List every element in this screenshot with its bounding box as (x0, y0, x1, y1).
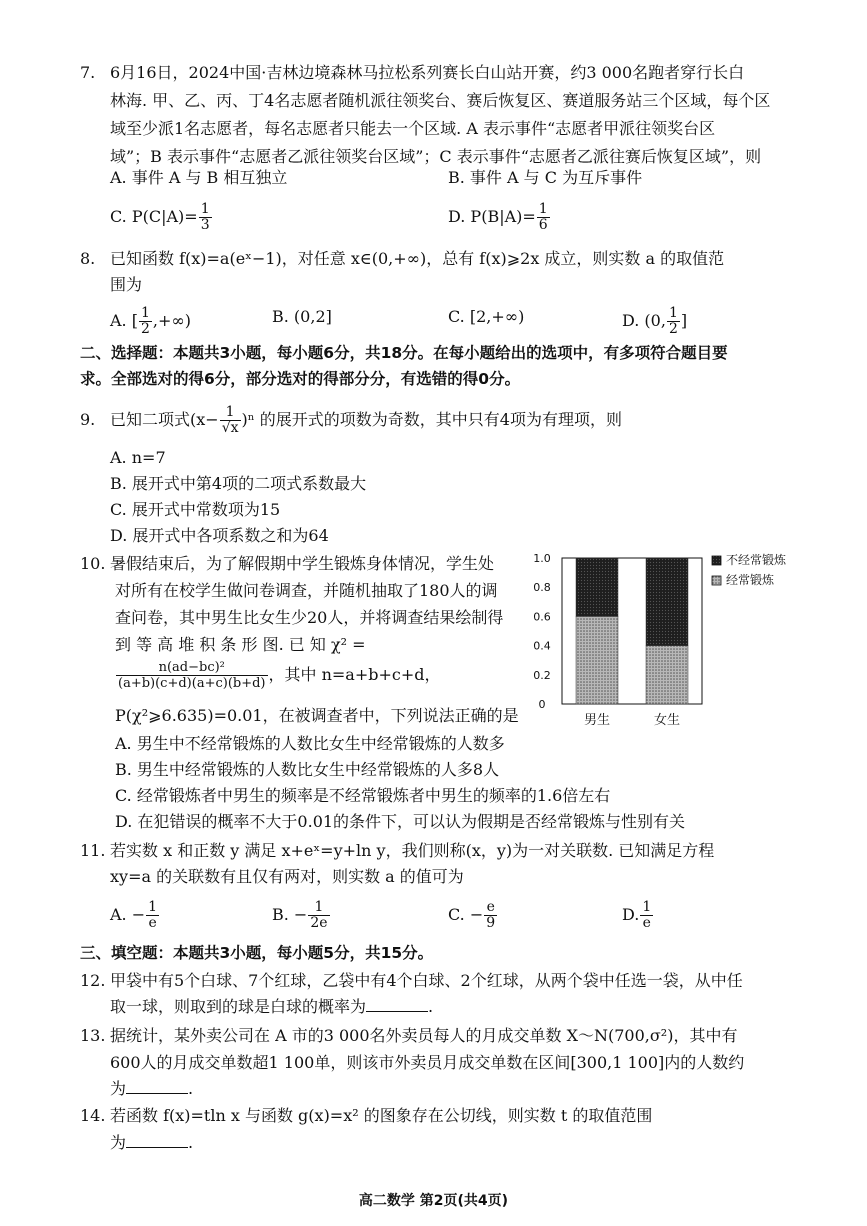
q7-line2: 林海. 甲、乙、丙、丁4名志愿者随机派往领奖台、赛后恢复区、赛道服务站三个区域，每个区 (110, 91, 771, 110)
q11-line1: 11. 若实数 x 和正数 y 满足 x+eˣ=y+ln y，我们则称(x，y)为一对关联数. 已知满足方程 (80, 841, 715, 860)
section-3-heading: 三、填空题：本题共3小题，每小题5分，共15分。 (80, 944, 434, 962)
y-tick-label: 0.2 (533, 668, 551, 682)
q13-line2: 600人的月成交单数超1 100单，则该市外卖员月成交单数在区间[300,1 100]内的人数约 (110, 1053, 745, 1072)
q8-option-b: B. (0,2] (272, 307, 332, 326)
q10-option-d: D. 在犯错误的概率不大于0.01的条件下，可以认为假期是否经常锻炼与性别有关 (115, 812, 686, 831)
bar-segment (576, 558, 618, 616)
section-2-heading-line2: 求。全部选对的得6分，部分选对的得部分分，有选错的得0分。 (80, 370, 521, 388)
y-tick-label: 0.4 (533, 639, 551, 653)
q12-line1: 12. 甲袋中有5个白球、7个红球，乙袋中有4个白球、2个红球，从两个袋中任选一袋，从中任 (80, 971, 743, 990)
legend-label: 经常锻炼 (726, 573, 775, 587)
q14-line2: 为 . (110, 1133, 194, 1152)
bar-segment (646, 558, 688, 646)
section-2-heading-line1: 二、选择题：本题共3小题，每小题6分，共18分。在每小题给出的选项中，有多项符合题目要 (80, 344, 728, 362)
q7-line1: 7. 6月16日，2024中国·吉林边境森林马拉松系列赛长白山站开赛，约3 000名跑者穿行长白 (80, 63, 745, 82)
q10-option-b: B. 男生中经常锻炼的人数比女生中经常锻炼的人多8人 (115, 760, 500, 779)
q14-line1: 14. 若函数 f(x)=tln x 与函数 g(x)=x² 的图象存在公切线，则实数 t 的取值范围 (80, 1106, 653, 1125)
q7-line3: 域至少派1名志愿者，每名志愿者只能去一个区域. A 表示事件“志愿者甲派往领奖台区 (110, 119, 716, 138)
q7-option-b: B. 事件 A 与 C 为互斥事件 (448, 168, 643, 187)
q10-option-c: C. 经常锻炼者中男生的频率是不经常锻炼者中男生的频率的1.6倍左右 (115, 786, 611, 805)
category-label: 男生 (583, 713, 611, 728)
q14-answer-blank[interactable] (126, 1133, 188, 1148)
q7-option-c: C. P(C|A)= $\frac{1}{3}$ (110, 201, 210, 233)
legend-swatch (712, 576, 721, 585)
stacked-bar-chart (532, 552, 832, 730)
q8-line2: 围为 (110, 275, 143, 294)
category-label: 女生 (653, 713, 681, 728)
q10-line3: 查问卷，其中男生比女生少20人，并将调查结果绘制得 (115, 608, 504, 627)
q11-option-b: B. − $\frac{1}{2e}$ (272, 899, 328, 931)
q9-option-c: C. 展开式中常数项为15 (110, 500, 281, 519)
bar-segment (576, 616, 618, 704)
y-tick-label: 0.8 (533, 581, 551, 595)
q10-line6: P(χ²⩾6.635)=0.01，在被调查者中，下列说法正确的是 (115, 706, 519, 725)
q11-line2: xy=a 的关联数有且仅有两对，则实数 a 的值可为 (110, 867, 464, 886)
q9-option-d: D. 展开式中各项系数之和为64 (110, 526, 329, 545)
q9-option-b: B. 展开式中第4项的二项式系数最大 (110, 474, 367, 493)
q10-line1: 10. 暑假结束后，为了解假期中学生锻炼身体情况，学生处 (80, 554, 495, 573)
q11-option-d: D. $\frac{1}{e}$ (622, 899, 652, 931)
q8-option-d: D. (0, $\frac{1}{2}$ ] (622, 305, 688, 337)
q13-line3: 为 . (110, 1079, 194, 1098)
q11-option-c: C. − $\frac{e}{9}$ (448, 899, 496, 931)
y-tick-label: 1.0 (533, 552, 551, 565)
q10-option-a: A. 男生中不经常锻炼的人数比女生中经常锻炼的人数多 (115, 734, 505, 753)
legend-label: 不经常锻炼 (726, 553, 787, 567)
q7-line4: 域”；B 表示事件“志愿者乙派往领奖台区域”；C 表示事件“志愿者乙派往赛后恢复区域”，则 (110, 147, 762, 166)
bar-segment (646, 646, 688, 704)
q8-option-a: A. [ $\frac{1}{2}$ ,+∞) (110, 305, 191, 337)
q10-formula-line: $\frac{\text{n(ad−bc)²}}{(a+b)(c+d)(a+c)(b+d)}$ ，其中 n=a+b+c+d， (118, 660, 441, 691)
q11-option-a: A. − $\frac{1}{e}$ (110, 899, 158, 931)
q8-option-c: C. [2,+∞) (448, 307, 525, 326)
legend-swatch (712, 556, 721, 565)
q7-option-d: D. P(B|A)= $\frac{1}{6}$ (448, 201, 548, 233)
y-tick-label: 0.6 (533, 610, 551, 624)
q10-line2: 对所有在校学生做问卷调查，并随机抽取了180人的调 (115, 581, 498, 600)
q13-answer-blank[interactable] (126, 1079, 188, 1094)
page-footer: 高二数学 第2页(共4页) (358, 1193, 509, 1209)
y-tick-label: 0 (538, 698, 546, 711)
q8-line1: 8. 已知函数 f(x)=a(eˣ−1)，对任意 x∈(0,+∞)，总有 f(x)⩾2x 成立，则实数 a 的取值范 (80, 249, 725, 268)
q9-option-a: A. n=7 (110, 448, 166, 467)
q9-stem: 9. 已知二项式(x− $\frac{1}{√x}$ )ⁿ 的展开式的项数为奇数，其中只有4项为有理项，则 (80, 404, 622, 436)
q13-line1: 13. 据统计，某外卖公司在 A 市的3 000名外卖员每人的月成交单数 X～N(700,σ²)，其中有 (80, 1026, 738, 1045)
q12-answer-blank[interactable] (366, 997, 428, 1012)
q7-option-a: A. 事件 A 与 B 相互独立 (110, 168, 288, 187)
q12-line2: 取一球，则取到的球是白球的概率为 . (110, 997, 434, 1016)
q10-line4: 到 等 高 堆 积 条 形 图. 已 知 χ² = (115, 635, 366, 654)
